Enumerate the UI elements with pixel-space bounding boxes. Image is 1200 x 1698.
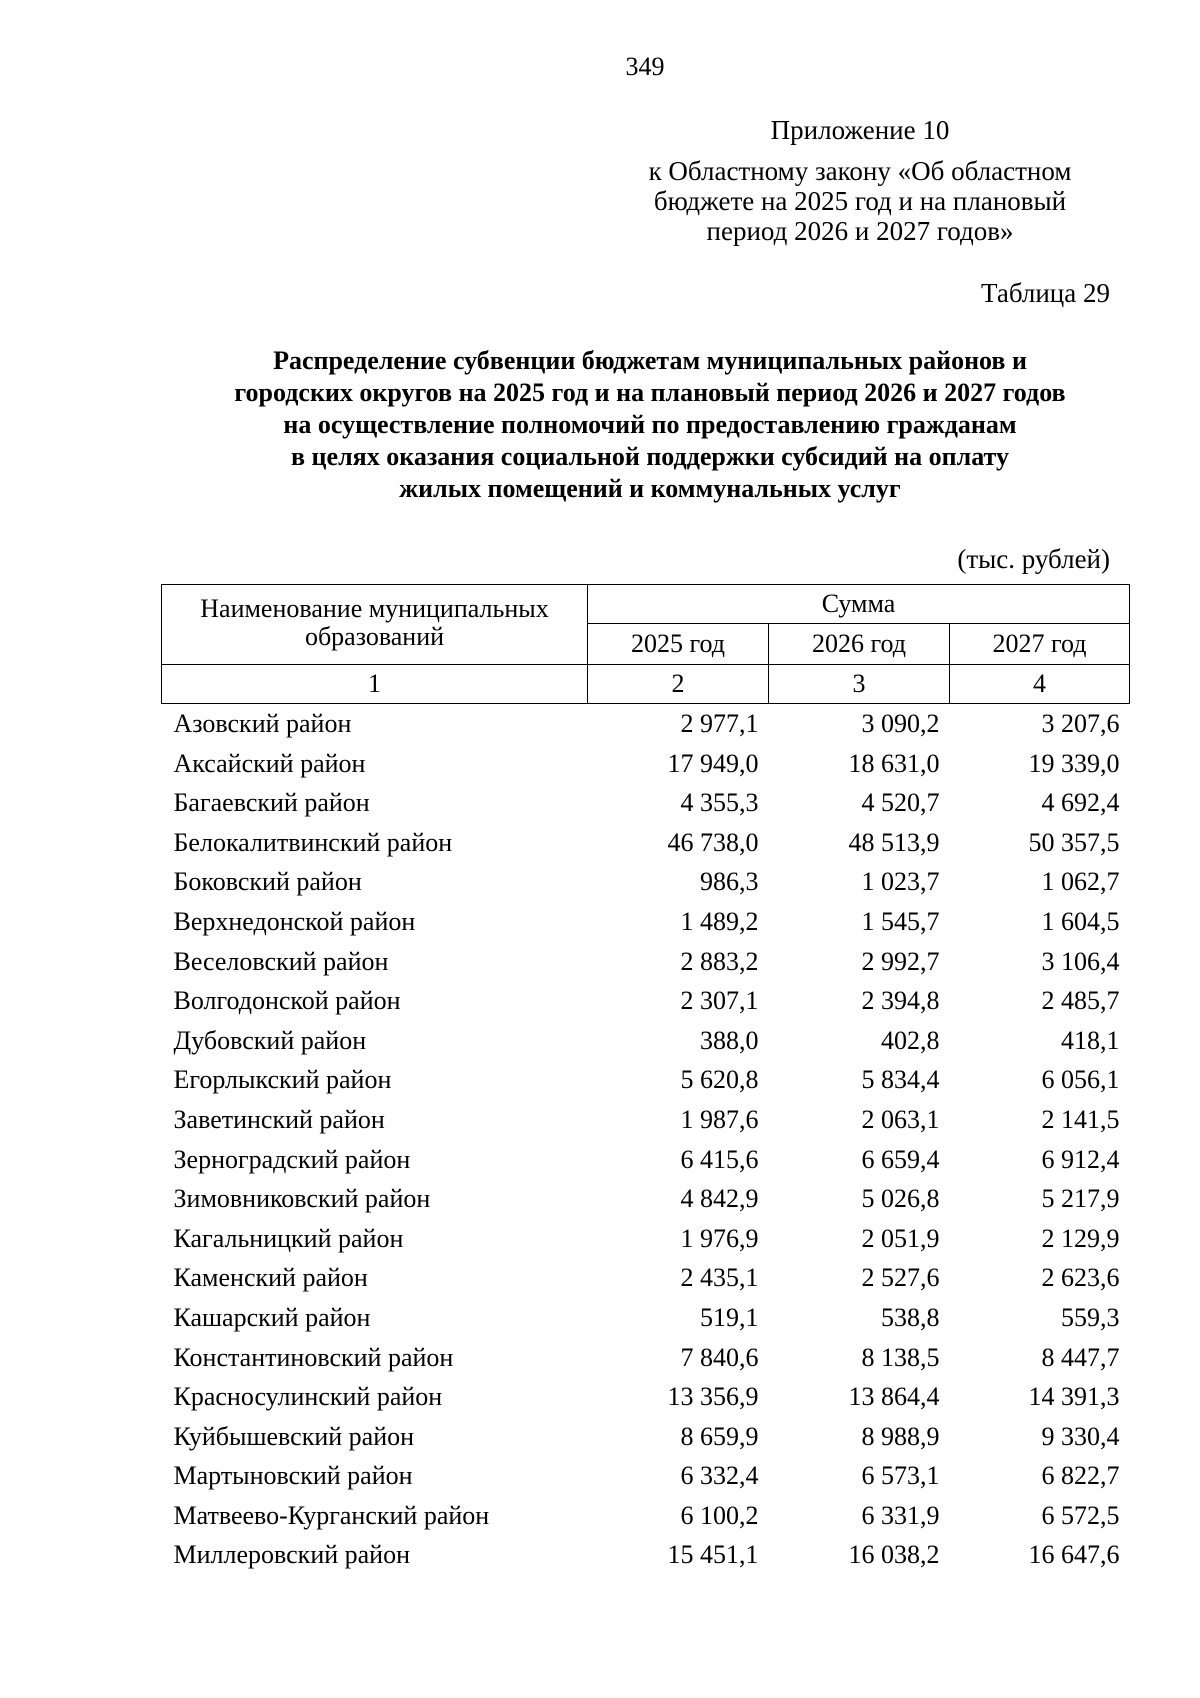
amount-2026: 16 038,2 [848, 1540, 940, 1570]
amount-2025: 5 620,8 [680, 1065, 759, 1095]
amount-2026: 18 631,0 [848, 748, 940, 778]
table-number: Таблица 29 [981, 278, 1110, 308]
page-number: 349 [625, 52, 665, 81]
amount-2026: 2 051,9 [861, 1223, 940, 1253]
table-row [162, 1377, 1130, 1417]
amount-2026: 5 834,4 [861, 1065, 940, 1095]
table-row [162, 1100, 1130, 1140]
amount-2026: 1 023,7 [861, 867, 940, 897]
table-row [162, 1140, 1130, 1180]
amount-2025: 986,3 [700, 867, 759, 897]
amount-2025: 2 435,1 [680, 1263, 759, 1293]
amount-2026: 538,8 [881, 1302, 940, 1332]
amount-2026: 1 545,7 [861, 906, 940, 936]
amount-2025: 17 949,0 [667, 748, 759, 778]
amount-2025: 6 100,2 [680, 1500, 759, 1530]
amount-2026: 13 864,4 [848, 1382, 940, 1412]
document-title [130, 345, 1170, 505]
table-row [162, 823, 1130, 863]
municipality-name: Боковский район [173, 867, 362, 897]
municipality-name: Куйбышевский район [173, 1421, 415, 1451]
municipality-name: Матвеево-Курганский район [173, 1500, 490, 1530]
municipality-name: Зерноградский район [173, 1144, 411, 1174]
amount-2027: 4 692,4 [1041, 788, 1120, 818]
title-line: Распределение субвенции бюджетам муниципальных районов и [273, 346, 1027, 375]
law-reference-line: к Областному закону «Об областном [648, 156, 1072, 186]
year-header-2025: 2025 год [588, 624, 769, 665]
amount-2025: 6 332,4 [680, 1461, 759, 1491]
amount-2027: 2 129,9 [1041, 1223, 1120, 1253]
subvention-table [161, 584, 1130, 1575]
table-row [162, 1496, 1130, 1536]
municipality-name: Красносулинский район [173, 1382, 443, 1412]
amount-2027: 9 330,4 [1041, 1421, 1120, 1451]
amount-2026: 6 573,1 [861, 1461, 940, 1491]
table-row [162, 744, 1130, 784]
amount-2027: 2 141,5 [1041, 1104, 1120, 1134]
amount-2025: 1 489,2 [680, 906, 759, 936]
municipality-name: Заветинский район [173, 1104, 385, 1134]
amount-2026: 48 513,9 [848, 827, 940, 857]
amount-2025: 2 977,1 [680, 709, 759, 738]
amount-2027: 6 912,4 [1041, 1144, 1120, 1174]
municipality-name: Кашарский район [173, 1302, 371, 1332]
amount-2026: 2 527,6 [861, 1263, 940, 1293]
amount-2027: 6 056,1 [1041, 1065, 1120, 1095]
column-number: 1 [162, 665, 588, 704]
amount-2027: 2 623,6 [1041, 1263, 1120, 1293]
amount-2025: 519,1 [700, 1302, 759, 1332]
amount-2025: 4 355,3 [680, 788, 759, 818]
amount-2026: 2 992,7 [861, 946, 940, 976]
amount-2026: 4 520,7 [861, 788, 940, 818]
amount-2025: 13 356,9 [667, 1382, 759, 1412]
amount-2027: 16 647,6 [1028, 1540, 1120, 1570]
appendix-label: Приложение 10 [770, 115, 950, 145]
amount-2025: 2 883,2 [680, 946, 759, 976]
name-column-header: Наименование муниципальных образований [162, 585, 588, 665]
table-row [162, 1021, 1130, 1061]
municipality-name: Кагальницкий район [173, 1223, 404, 1253]
amount-2025: 15 451,1 [667, 1540, 759, 1570]
amount-2027: 14 391,3 [1028, 1382, 1120, 1412]
amount-2027: 1 604,5 [1041, 906, 1120, 936]
municipality-name: Миллеровский район [173, 1540, 411, 1570]
amount-2027: 6 572,5 [1041, 1500, 1120, 1530]
amount-2026: 8 138,5 [861, 1342, 940, 1372]
municipality-name: Мартыновский район [173, 1461, 413, 1491]
table-row [162, 1338, 1130, 1378]
table-row [162, 1417, 1130, 1457]
amount-2026: 2 063,1 [861, 1104, 940, 1134]
amount-2025: 4 842,9 [680, 1184, 759, 1214]
municipality-name: Верхнедонской район [173, 906, 416, 936]
table-row [162, 704, 1130, 744]
amount-2025: 46 738,0 [667, 827, 759, 857]
table-row [162, 1060, 1130, 1100]
municipality-name: Каменский район [173, 1263, 368, 1293]
municipality-name: Белокалитвинский район [173, 827, 453, 857]
municipality-name: Веселовский район [173, 946, 389, 976]
municipality-name: Егорлыкский район [173, 1065, 392, 1095]
table-row [162, 783, 1130, 823]
amount-2026: 6 659,4 [861, 1144, 940, 1174]
amount-2027: 19 339,0 [1028, 748, 1120, 778]
municipality-name: Дубовский район [173, 1025, 367, 1055]
amount-2027: 5 217,9 [1041, 1184, 1120, 1214]
title-line: на осуществление полномочий по предоставлению гражданам [283, 410, 1017, 439]
table-row [162, 1535, 1130, 1575]
amount-2027: 6 822,7 [1041, 1461, 1120, 1491]
municipality-name: Азовский район [173, 709, 352, 738]
amount-2027: 559,3 [1061, 1302, 1120, 1332]
amount-2025: 6 415,6 [680, 1144, 759, 1174]
amount-2027: 2 485,7 [1041, 986, 1120, 1016]
amount-2027: 3 106,4 [1041, 946, 1120, 976]
table-row [162, 1179, 1130, 1219]
amount-2025: 7 840,6 [680, 1342, 759, 1372]
table-row [162, 902, 1130, 942]
municipality-name: Волгодонской район [173, 986, 401, 1016]
law-reference-line: период 2026 и 2027 годов» [706, 216, 1014, 246]
amount-2027: 418,1 [1061, 1025, 1120, 1055]
amount-2027: 50 357,5 [1028, 827, 1120, 857]
amount-2026: 6 331,9 [861, 1500, 940, 1530]
municipality-name: Багаевский район [173, 788, 370, 818]
law-reference-line: бюджете на 2025 год и на плановый [653, 186, 1067, 216]
amount-2025: 1 976,9 [680, 1223, 759, 1253]
amount-2025: 2 307,1 [680, 986, 759, 1016]
municipality-name: Аксайский район [173, 748, 366, 778]
law-reference [580, 156, 1140, 246]
column-number: 4 [950, 665, 1130, 704]
municipality-name: Константиновский район [173, 1342, 454, 1372]
amount-2026: 8 988,9 [861, 1421, 940, 1451]
table-row [162, 942, 1130, 982]
table-row [162, 1298, 1130, 1338]
amount-2025: 8 659,9 [680, 1421, 759, 1451]
amount-2025: 388,0 [700, 1025, 759, 1055]
amount-2025: 1 987,6 [680, 1104, 759, 1134]
title-line: городских округов на 2025 год и на плановый период 2026 и 2027 годов [234, 378, 1066, 407]
sum-column-header: Сумма [588, 585, 1130, 624]
title-line: в целях оказания социальной поддержки субсидий на оплату [291, 442, 1009, 471]
year-header-2026: 2026 год [769, 624, 950, 665]
column-number: 3 [769, 665, 950, 704]
amount-2026: 2 394,8 [861, 986, 940, 1016]
table-row [162, 981, 1130, 1021]
amount-2026: 5 026,8 [861, 1184, 940, 1214]
column-number: 2 [588, 665, 769, 704]
year-header-2027: 2027 год [950, 624, 1130, 665]
table-row [162, 1456, 1130, 1496]
amount-2027: 8 447,7 [1041, 1342, 1120, 1372]
amount-2027: 1 062,7 [1041, 867, 1120, 897]
table-body [162, 704, 1130, 1576]
amount-2027: 3 207,6 [1041, 709, 1120, 738]
table-row [162, 862, 1130, 902]
table-row [162, 1258, 1130, 1298]
table-row [162, 1219, 1130, 1259]
amount-2026: 3 090,2 [861, 709, 940, 738]
amount-2026: 402,8 [881, 1025, 940, 1055]
title-line: жилых помещений и коммунальных услуг [399, 474, 901, 503]
municipality-name: Зимовниковский район [173, 1184, 431, 1214]
units-label: (тыс. рублей) [957, 544, 1110, 574]
